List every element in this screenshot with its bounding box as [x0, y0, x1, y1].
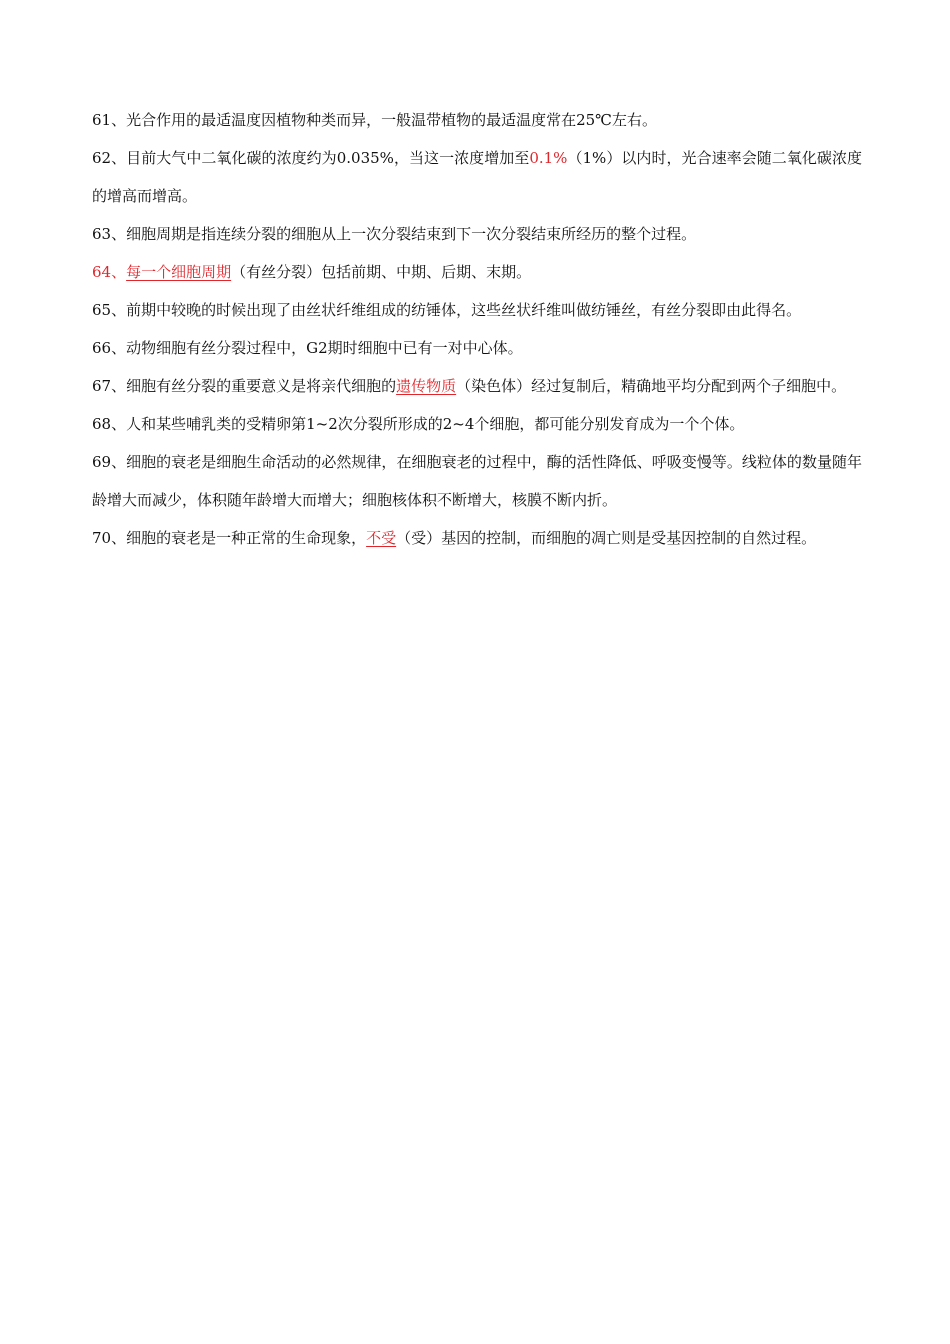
- item-text: （有丝分裂）包括前期、中期、后期、末期。: [231, 263, 532, 281]
- item-text: 68、人和某些哺乳类的受精卵第1~2次分裂所形成的2~4个细胞，都可能分别发育成为一个个体。: [92, 415, 745, 433]
- list-item-67: [92, 367, 862, 405]
- list-item-69: [92, 443, 862, 519]
- item-text: 62、目前大气中二氧化碳的浓度约为0.035%，当这一浓度增加至: [92, 149, 530, 167]
- item-text: 67、细胞有丝分裂的重要意义是将亲代细胞的: [92, 377, 397, 395]
- item-text: 64、: [92, 263, 127, 281]
- item-text: 65、前期中较晚的时候出现了由丝状纤维组成的纺锤体，这些丝状纤维叫做纺锤丝，有丝分裂即由此得名。: [92, 301, 802, 319]
- list-item-65: [92, 291, 862, 329]
- item-text: （1%）以内时，光合速率会随二氧化碳浓度的增高而增高。: [92, 149, 862, 205]
- list-item-61: [92, 101, 862, 139]
- document-body: [92, 101, 862, 557]
- item-text: （受）基因的控制，而细胞的凋亡则是受基因控制的自然过程。: [396, 529, 817, 547]
- item-text: 61、光合作用的最适温度因植物种类而异，一般温带植物的最适温度常在25℃左右。: [92, 111, 657, 129]
- item-text: （染色体）经过复制后，精确地平均分配到两个子细胞中。: [456, 377, 847, 395]
- list-item-62: [92, 139, 862, 215]
- list-item-70: [92, 519, 862, 557]
- item-text: 66、动物细胞有丝分裂过程中，G2期时细胞中已有一对中心体。: [92, 339, 523, 357]
- list-item-64: [92, 253, 862, 291]
- highlight-text: 遗传物质: [396, 377, 457, 395]
- item-text: 69、细胞的衰老是细胞生命活动的必然规律，在细胞衰老的过程中，酶的活性降低、呼吸变慢等。线粒体的数量随年龄增大而减少，体积随年龄增大而增大；细胞核体积不断增大，核膜不断内折。: [92, 453, 862, 509]
- list-item-66: [92, 329, 862, 367]
- highlight-text: 0.1%: [529, 149, 568, 167]
- highlight-text: 不受: [366, 529, 397, 547]
- item-text: 70、细胞的衰老是一种正常的生命现象，: [92, 529, 367, 547]
- highlight-text: 每一个细胞周期: [126, 263, 232, 281]
- list-item-68: [92, 405, 862, 443]
- item-text: 63、细胞周期是指连续分裂的细胞从上一次分裂结束到下一次分裂结束所经历的整个过程。: [92, 225, 697, 243]
- list-item-63: [92, 215, 862, 253]
